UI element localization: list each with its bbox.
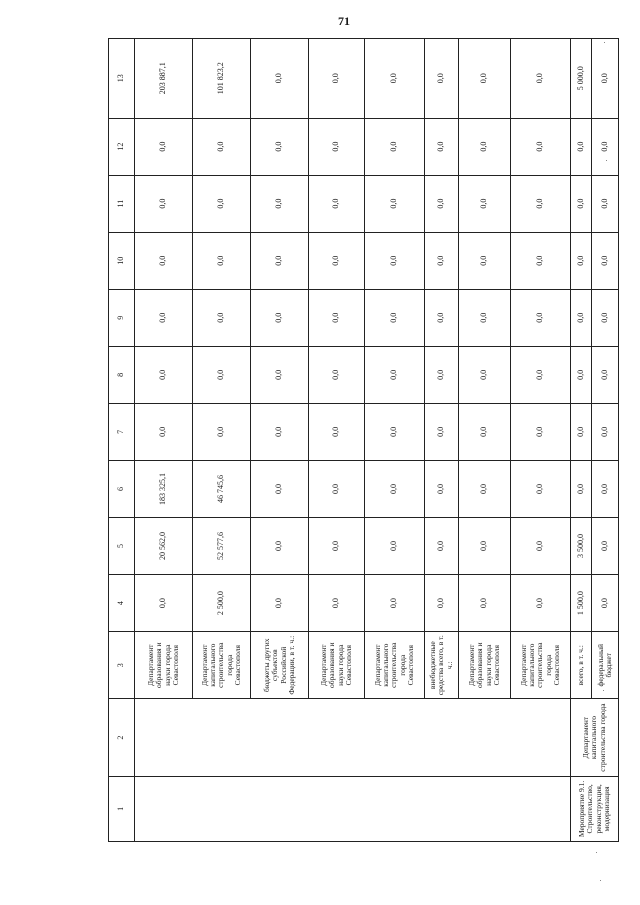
value-cell: 52 577,6 [193,517,251,574]
header-cell: 2 [109,699,135,776]
value-cell: 0,0 [135,575,193,632]
value-cell: 0,0 [511,517,571,574]
value-cell: 0,0 [425,39,459,119]
header-cell: 11 [109,175,135,232]
value-cell: 0,0 [365,575,425,632]
value-cell: 0,0 [309,517,365,574]
value-cell: 0,0 [592,575,619,632]
value-cell: 0,0 [193,346,251,403]
header-cell: 5 [109,517,135,574]
value-cell: 0,0 [511,232,571,289]
source-cell: бюджеты других субъектов Российской Федерации, в т. ч.: [251,632,309,699]
value-cell: 0,0 [571,232,592,289]
value-cell: 0,0 [135,118,193,175]
value-cell: 0,0 [365,175,425,232]
value-cell: 20 562,0 [135,517,193,574]
page-number: 71 [338,14,350,28]
value-cell: 203 887,1 [135,39,193,119]
value-cell: 0,0 [425,575,459,632]
value-cell: 0,0 [251,175,309,232]
value-cell: 0,0 [511,403,571,460]
value-cell: 0,0 [571,460,592,517]
rotated-table-container [108,38,613,842]
value-cell: 0,0 [592,232,619,289]
value-cell: 2 500,0 [193,575,251,632]
value-cell: 0,0 [571,175,592,232]
value-cell: 0,0 [592,289,619,346]
value-cell: 0,0 [251,232,309,289]
value-cell: 0,0 [251,39,309,119]
source-cell: Департамент капитального строительства города Севастополя [193,632,251,699]
value-cell: 0,0 [135,289,193,346]
header-row [109,39,135,842]
value-cell: 0,0 [571,346,592,403]
header-cell: 8 [109,346,135,403]
value-cell: 101 823,2 [193,39,251,119]
value-cell: 0,0 [309,39,365,119]
source-cell: всего, в т. ч.: [571,632,592,699]
value-cell: 0,0 [193,232,251,289]
table-row [135,39,193,842]
header-cell: 12 [109,118,135,175]
value-cell: 0,0 [309,575,365,632]
value-cell: 0,0 [511,460,571,517]
value-cell: 0,0 [365,232,425,289]
value-cell: 0,0 [251,118,309,175]
value-cell: 0,0 [459,517,511,574]
source-cell: Департамент капитального строительства города Севастополя [511,632,571,699]
value-cell: 0,0 [425,289,459,346]
value-cell: 0,0 [365,346,425,403]
value-cell: 0,0 [309,289,365,346]
value-cell: 0,0 [193,403,251,460]
value-cell: 0,0 [425,460,459,517]
value-cell: 0,0 [425,175,459,232]
col2-empty-cell [135,699,571,776]
value-cell: 0,0 [309,460,365,517]
value-cell: 0,0 [135,232,193,289]
value-cell: 0,0 [511,289,571,346]
value-cell: 0,0 [459,175,511,232]
value-cell: 0,0 [251,460,309,517]
table-wrapper [108,38,613,842]
header-cell: 7 [109,403,135,460]
value-cell: 0,0 [592,403,619,460]
value-cell: 0,0 [251,289,309,346]
value-cell: 0,0 [193,175,251,232]
value-cell: 0,0 [309,346,365,403]
value-cell: 0,0 [592,118,619,175]
value-cell: 0,0 [135,346,193,403]
value-cell: 0,0 [511,118,571,175]
value-cell: 46 745,6 [193,460,251,517]
scan-speck [600,880,601,881]
budget-table [108,38,619,842]
value-cell: 0,0 [251,346,309,403]
source-cell: Департамент образования и науки города Севастополя [135,632,193,699]
value-cell: 0,0 [365,289,425,346]
value-cell: 0,0 [592,460,619,517]
header-cell: 3 [109,632,135,699]
header-cell: 4 [109,575,135,632]
source-cell: Департамент образования и науки города Севастополя [309,632,365,699]
value-cell: 0,0 [425,232,459,289]
value-cell: 0,0 [459,575,511,632]
source-cell: внебюджетные средства всего, в т. ч.: [425,632,459,699]
value-cell: 0,0 [193,118,251,175]
scan-speck [604,42,605,43]
scan-speck [603,690,604,691]
value-cell: 0,0 [365,517,425,574]
value-cell: 0,0 [251,517,309,574]
value-cell: 0,0 [365,403,425,460]
value-cell: 0,0 [592,175,619,232]
source-cell: федеральный бюджет [592,632,619,699]
executor-cell: Департамент капитального строительства города [571,699,619,776]
value-cell: 0,0 [511,175,571,232]
value-cell: 1 500,0 [571,575,592,632]
value-cell: 0,0 [365,118,425,175]
value-cell: 183 325,1 [135,460,193,517]
header-cell: 1 [109,776,135,841]
value-cell: 0,0 [459,403,511,460]
value-cell: 0,0 [251,575,309,632]
value-cell: 0,0 [571,403,592,460]
value-cell: 0,0 [459,346,511,403]
table-row [571,39,592,842]
value-cell: 3 500,0 [571,517,592,574]
value-cell: 0,0 [135,175,193,232]
value-cell: 0,0 [309,403,365,460]
value-cell: 0,0 [511,39,571,119]
value-cell: 0,0 [511,346,571,403]
value-cell: 0,0 [135,403,193,460]
scan-speck [596,852,597,853]
value-cell: 5 000,0 [571,39,592,119]
value-cell: 0,0 [193,289,251,346]
value-cell: 0,0 [251,403,309,460]
value-cell: 0,0 [365,39,425,119]
value-cell: 0,0 [592,346,619,403]
scan-speck [606,160,607,161]
value-cell: 0,0 [459,232,511,289]
value-cell: 0,0 [425,346,459,403]
value-cell: 0,0 [459,460,511,517]
header-cell: 9 [109,289,135,346]
measure-name-cell: Мероприятие 9.1. Строительство, реконструкция, модернизация [571,776,619,841]
value-cell: 0,0 [459,118,511,175]
value-cell: 0,0 [571,118,592,175]
value-cell: 0,0 [425,517,459,574]
value-cell: 0,0 [571,289,592,346]
value-cell: 0,0 [592,39,619,119]
value-cell: 0,0 [592,517,619,574]
value-cell: 0,0 [459,39,511,119]
value-cell: 0,0 [425,118,459,175]
header-cell: 13 [109,39,135,119]
value-cell: 0,0 [511,575,571,632]
source-cell: Департамент образования и науки города Севастополя [459,632,511,699]
header-cell: 10 [109,232,135,289]
value-cell: 0,0 [365,460,425,517]
source-cell: Департамент капитального строительства города Севастополя [365,632,425,699]
value-cell: 0,0 [309,118,365,175]
col1-empty-cell [135,776,571,841]
value-cell: 0,0 [309,232,365,289]
value-cell: 0,0 [459,289,511,346]
value-cell: 0,0 [425,403,459,460]
header-cell: 6 [109,460,135,517]
value-cell: 0,0 [309,175,365,232]
